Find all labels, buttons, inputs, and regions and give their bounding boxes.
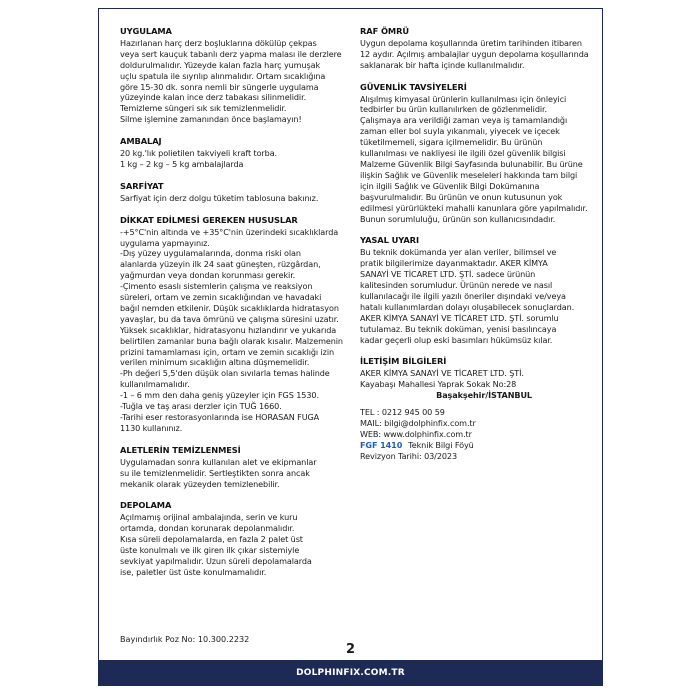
text-line: Silme işlemine zamanından önce başlamayın! xyxy=(120,114,302,125)
text-line: yüzeyinde kalan ince derz tabakası silinmelidir. xyxy=(120,92,307,103)
text-line: Hazırlanan harç derz boşluklarına dökülüp çekpas xyxy=(120,37,317,48)
text-line: tüketilmemeli, sigara içilmemelidir. Bu ürünün xyxy=(360,137,543,148)
text-line: Yüksek sıcaklıklar, hidratasyonu hızlandırır ve yukarıda xyxy=(120,324,337,335)
section-heading: DEPOLAMA xyxy=(120,500,172,511)
product-code: FGF 1410 xyxy=(360,439,403,450)
text-line: su ile temizlenmelidir. Sertleştikten sonra ancak xyxy=(120,467,310,478)
text-line: SANAYİ VE TİCARET LTD. ŞTİ. sadece ürünün xyxy=(360,269,536,280)
text-line: 1 kg – 2 kg – 5 kg ambalajlarda xyxy=(120,158,244,169)
contact-web: WEB: www.dolphinfix.com.tr xyxy=(360,428,472,439)
section xyxy=(120,445,342,490)
product-code-line xyxy=(360,440,590,451)
text-line: doldurulmalıdır. Yüzeyde kalan fazla harç yumuşak xyxy=(120,59,321,70)
text-line: Malzeme Güvenlik Bilgi Sayfasında bulunabilir. Bu ürüne xyxy=(360,158,583,169)
text-line: hatalı kullanımlardan dolayı oluşabilecek sonuçlardan. xyxy=(360,301,575,312)
section xyxy=(120,215,342,434)
contact-city-separator: / xyxy=(485,390,489,401)
text-line: yavaşlar, bu da tava ömrünü ve çalışma süresini uzatır. xyxy=(120,313,339,324)
right-sections xyxy=(360,26,590,345)
text-line: veya sert kauçuk tabanlı derz yapma malası ile derzlere xyxy=(120,48,342,59)
text-line: 12 aydır. Açılmış ambalajlar uygun depolama koşullarında xyxy=(360,48,589,59)
text-line: uygulama yapmayınız. xyxy=(120,237,210,248)
text-line: -Tuğla ve taş arası derzler için TUĞ 1660. xyxy=(120,401,282,412)
text-line: Bu teknik dokümanda yer alan veriler, bilimsel ve xyxy=(360,247,557,258)
section-heading: SARFİYAT xyxy=(120,180,164,191)
page-number: 2 xyxy=(346,642,356,657)
section-heading: RAF ÖMRÜ xyxy=(360,26,410,36)
text-line: başvurulmalıdır. Bu ürünün ve onun kutusunun yok xyxy=(360,191,563,202)
text-line: ise, paletler üst üste konulmamalıdır. xyxy=(120,566,267,577)
text-line: uçlu spatula ile sıyrılıp alınmalıdır. Ortam sıcaklığına xyxy=(120,70,326,81)
text-line: -+5°C'nin altında ve +35°C'nin üzerindeki sıcaklıklarda xyxy=(120,226,339,237)
text-line: göre 15-30 dk. sonra nemli bir süngerle uygulama xyxy=(120,81,319,92)
section xyxy=(120,26,342,125)
text-line: ortamda, dondan korunarak depolanmalıdır. xyxy=(120,523,295,534)
text-line: tedbirler bu ürün kullanılırken de gözlenmelidir. xyxy=(360,104,547,115)
text-line: AKER KİMYA SANAYİ VE TİCARET LTD. ŞTİ. sorumlu xyxy=(360,312,559,323)
section-heading: AMBALAJ xyxy=(120,136,162,147)
contact-company: AKER KİMYA SANAYİ VE TİCARET LTD. ŞTİ. xyxy=(360,368,524,379)
section-heading: DİKKAT EDİLMESİ GEREKEN HUSUSLAR xyxy=(120,214,298,225)
text-line: için ilgili Sağlık ve Güvenlik Bilgi Dokümanına xyxy=(360,180,540,191)
text-line: 20 kg.'lık polietilen takviyeli kraft torba. xyxy=(120,148,278,159)
doc-type: Teknik Bilgi Föyü xyxy=(408,439,474,450)
section xyxy=(360,26,590,71)
text-line: Uygun depolama koşullarında üretim tarihinden itibaren xyxy=(360,37,582,48)
text-line: belirtilen zamanlar buna bağlı olarak kısalır. Malzemenin xyxy=(120,335,343,346)
text-line: üste konulmalı ve ilk giren ilk çıkar sistemiyle xyxy=(120,545,300,556)
text-line: -1 – 6 mm den daha geniş yüzeyler için FGS 1530. xyxy=(120,390,319,401)
text-line: mekanik olarak yüzeyden temizlenebilir. xyxy=(120,478,280,489)
revision-date: Revizyon Tarihi: 03/2023 xyxy=(360,450,458,461)
text-line: ilişkin Sağlık ve Güvenlik meseleleri hakkında tam bilgi xyxy=(360,169,578,180)
text-line: kullanılmamalıdır. xyxy=(120,379,190,390)
right-column xyxy=(360,26,590,473)
text-line: Açılmamış orijinal ambalajında, serin ve kuru xyxy=(120,512,298,523)
section xyxy=(360,82,590,225)
left-column xyxy=(120,26,342,589)
text-line: -Ph değeri 5,5'den düşük olan sıvılarla temas halinde xyxy=(120,368,330,379)
text-line: Kısa süreli depolamalarda, en fazla 2 palet üst xyxy=(120,534,303,545)
section xyxy=(120,181,342,204)
text-line: verilen minimum sıcaklığın altına düşmemelidir. xyxy=(120,357,310,368)
text-line: süreleri, ortam ve zemin sıcaklığından ve havadaki xyxy=(120,292,322,303)
text-line: 1130 kullanınız. xyxy=(120,422,183,433)
text-line: -Dış yüzey uygulamalarında, donma riski olan xyxy=(120,248,301,259)
contact-heading: İLETİŞİM BİLGİLERİ xyxy=(360,356,447,367)
text-line: tutulamaz. Bu teknik doküman, yenisi basılıncaya xyxy=(360,323,557,334)
text-line: alanlarda yüzeyin ilk 24 saat güneşten, rüzgârdan, xyxy=(120,259,321,270)
contact-address: Kayabaşı Mahallesi Yaprak Sokak No:28 xyxy=(360,379,517,390)
text-line: saklanarak bir hafta içinde kullanılmalıdır. xyxy=(360,59,525,70)
section xyxy=(120,500,342,577)
contact-city-name: İSTANBUL xyxy=(488,390,532,401)
text-line: sevkiyat yapılmalıdır. Uzun süreli depolamalarda xyxy=(120,555,312,566)
text-line: zaman eller bol suyla yıkanmalı, yiyecek ve içecek xyxy=(360,126,560,137)
text-line: kadar geçerli olup eski basımları hükümsüz kılar. xyxy=(360,334,553,345)
text-line: Sarfiyat için derz dolgu tüketim tablosuna bakınız. xyxy=(120,192,319,203)
text-line: Bunun sorumluluğu, ürünün son kullanıcısındadır. xyxy=(360,213,556,224)
section-heading: UYGULAMA xyxy=(120,26,172,36)
text-line: kalitesinden sorumludur. Ürünün nerede ve nasıl xyxy=(360,280,553,291)
text-line: edilmesi yürürlükteki mahalli kanunlara göre yapılmalıdır. xyxy=(360,202,588,213)
text-line: prizini tamamlaması için, ortam ve zemin sıcaklığı izin xyxy=(120,346,335,357)
text-line: Temizleme süngeri sık sık temizlenmelidir. xyxy=(120,103,287,114)
section-heading: ALETLERİN TEMİZLENMESİ xyxy=(120,444,241,455)
contact-tel: TEL : 0212 945 00 59 xyxy=(360,407,445,418)
section-heading: YASAL UYARI xyxy=(360,235,419,246)
section xyxy=(360,235,590,345)
text-line: -Çimento esaslı sistemlerin çalışma ve reaksiyon xyxy=(120,281,313,292)
contact-city xyxy=(360,390,590,401)
contact-district: Başakşehir xyxy=(436,390,486,401)
text-line: Çalışmaya ara verildiği zaman veya iş tamamlandığı xyxy=(360,115,568,126)
text-line: yağmurdan veya dondan korunması gerekir. xyxy=(120,270,296,281)
poz-number: Bayındırlık Poz No: 10.300.2232 xyxy=(120,634,250,644)
text-line: Alışılmış kimyasal ürünlerin kullanılması için önleyici xyxy=(360,93,567,104)
text-line: kullanılması ve nakliyesi ile ilgili özel güvenlik bilgisi xyxy=(360,148,566,159)
text-line: Uygulamadan sonra kullanılan alet ve ekipmanlar xyxy=(120,456,317,467)
text-line: -Tarihi eser restorasyonlarında ise HORASAN FUGA xyxy=(120,412,320,422)
footer-website-link[interactable]: DOLPHINFIX.COM.TR xyxy=(98,660,603,686)
section-heading: GÜVENLİK TAVSİYELERİ xyxy=(360,81,467,92)
text-line: pratik bilgilerimize dayanmaktadır. AKER KİMYA xyxy=(360,258,548,269)
contact-mail: MAIL: bilgi@dolphinfix.com.tr xyxy=(360,418,476,428)
section xyxy=(120,136,342,170)
contact-section xyxy=(360,356,590,461)
text-line: kullanılacağı ile ilgili yazılı öneriler dışındaki ve/veya xyxy=(360,290,566,301)
text-line: bağıl nemden etkilenir. Düşük sıcaklıklarda hidratasyon xyxy=(120,302,339,313)
